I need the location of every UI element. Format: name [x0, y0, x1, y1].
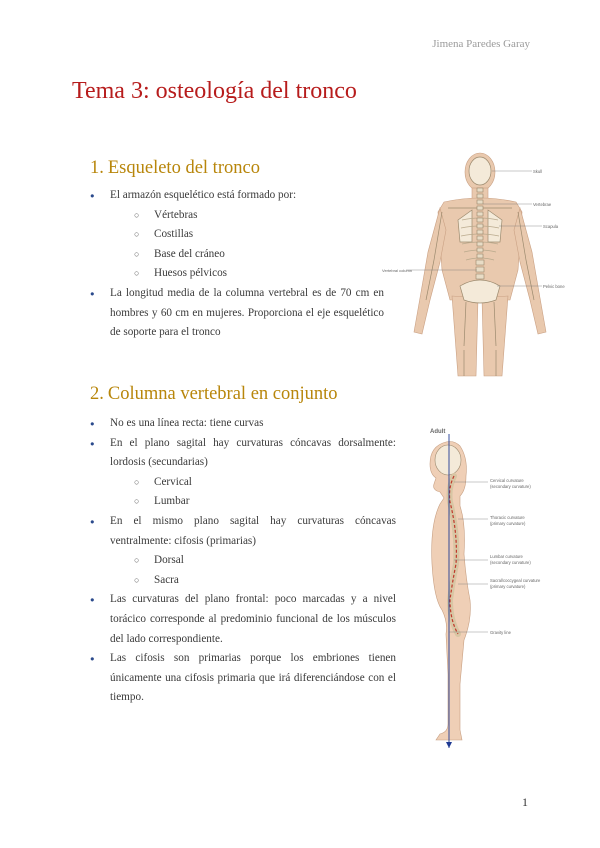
skeleton-figure	[382, 150, 565, 376]
figure-label: Cervical curvature	[490, 478, 524, 483]
list-item	[90, 512, 396, 590]
sub-list	[110, 551, 396, 590]
list-item	[90, 434, 396, 512]
list-item	[90, 649, 396, 708]
sub-list	[110, 473, 396, 512]
figure-label: Vertebrae	[533, 202, 552, 207]
list-item-text: Las curvaturas del plano frontal: poco marcadas y a nivel torácico corresponde al predominio funcional de los músculos del lado correspondiente.	[110, 593, 396, 645]
author-name: Jimena Paredes Garay	[432, 38, 530, 50]
list-item	[90, 284, 384, 343]
figure-label: (primary curvature)	[490, 584, 526, 589]
figure-label: Pelvic bone	[543, 284, 565, 289]
sub-list-item: ○ Cervical	[134, 473, 396, 493]
figure-label: Thoracic curvature	[490, 515, 525, 520]
page-number: 1	[522, 795, 528, 809]
section-2-title: Columna vertebral en conjunto	[107, 384, 338, 404]
sub-list-item: ○ Dorsal	[134, 551, 396, 571]
list-item-text: No es una línea recta: tiene curvas	[110, 417, 264, 429]
sub-list-item: ○ Huesos pélvicos	[134, 264, 384, 284]
section-1-number: 1.	[90, 158, 104, 178]
section-1-heading	[90, 158, 260, 179]
figure-label: Gravity line	[490, 630, 511, 635]
sub-list-item: ○ Costillas	[134, 225, 384, 245]
section-2-list	[90, 414, 396, 708]
figure-label: Sacral/coccygeal curvature	[490, 578, 541, 583]
list-item-text: El armazón esquelético está formado por:	[110, 189, 297, 201]
figure-label: Scapula	[543, 224, 559, 229]
page-title: Tema 3: osteología del tronco	[72, 78, 357, 104]
list-item-text: En el plano sagital hay curvaturas cóncavas dorsalmente: lordosis (secundarias)	[110, 436, 396, 469]
figure-label: (secondary curvature)	[490, 560, 531, 565]
list-item-text: En el mismo plano sagital hay curvaturas cóncavas ventralmente: cifosis (primarias)	[110, 514, 396, 547]
sub-list	[110, 206, 384, 284]
figure-label: Vertebral column	[382, 268, 413, 273]
section-2-number: 2.	[90, 384, 104, 404]
section-2-heading	[90, 384, 338, 405]
sub-list-item: ○ Vértebras	[134, 206, 384, 226]
sub-list-item: ○ Base del cráneo	[134, 245, 384, 265]
figure-label: (primary curvature)	[490, 521, 526, 526]
list-item	[90, 186, 384, 284]
section-1-list	[90, 186, 384, 343]
list-item-text: La longitud media de la columna vertebral es de 70 cm en hombres y 60 cm en mujeres. Proporciona el eje esquelético de soporte para el tronco	[110, 286, 384, 339]
figure-label: Lumbar curvature	[490, 554, 523, 559]
sub-list-item: ○ Sacra	[134, 571, 396, 591]
spine-curvature-figure	[412, 424, 572, 750]
list-item-text: Las cifosis son primarias porque los embriones tienen únicamente una cifosis primaria que irá diferenciándose con el tiempo.	[110, 652, 396, 704]
list-item	[90, 590, 396, 649]
section-1-title: Esqueleto del tronco	[107, 158, 260, 178]
figure-label: Skull	[533, 169, 543, 174]
sub-list-item: ○ Lumbar	[134, 492, 396, 512]
list-item	[90, 414, 396, 434]
figure-label: (secondary curvature)	[490, 484, 531, 489]
figure-title: Adult	[430, 429, 446, 435]
